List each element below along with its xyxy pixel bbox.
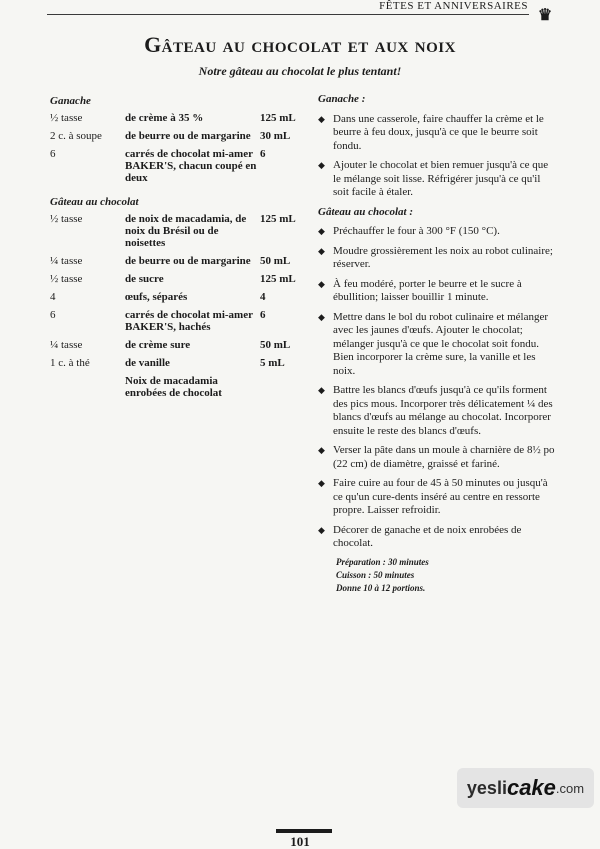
ingredient-quantity: ½ tasse bbox=[50, 213, 83, 225]
ingredient-metric: 30 mL bbox=[260, 130, 291, 142]
ingredient-row bbox=[50, 309, 300, 333]
ingredient-row bbox=[50, 213, 300, 249]
method-step bbox=[318, 159, 558, 200]
ingredient-name: de beurre ou de margarine bbox=[125, 130, 251, 142]
watermark-part-2: cake bbox=[506, 775, 556, 800]
cake-steps bbox=[318, 225, 558, 551]
ingredient-metric: 5 mL bbox=[260, 357, 285, 369]
ingredient-name: de vanille bbox=[125, 357, 170, 369]
ingredient-name: de noix de macadamia, de noix du Brésil ou de noisettes bbox=[125, 213, 247, 249]
step-text: Préchauffer le four à 300 °F (150 °C). bbox=[333, 225, 500, 237]
ingredient-row bbox=[50, 375, 300, 399]
ganache-ingredients-title: Ganache bbox=[50, 95, 91, 107]
ingredient-row bbox=[50, 339, 300, 351]
diamond-bullet-icon: ◆ bbox=[318, 160, 325, 170]
diamond-bullet-icon: ◆ bbox=[318, 226, 325, 236]
diamond-bullet-icon: ◆ bbox=[318, 113, 325, 124]
ingredient-metric: 125 mL bbox=[260, 273, 296, 285]
step-text: Battre les blancs d'œufs jusqu'à ce qu'ils forment des pics mous. Incorporer très délicatement ¼ des blancs d'œufs au mélange au chocolat. Incorporer ensuite le reste des blancs d'œufs. bbox=[333, 384, 553, 437]
ingredient-name: Noix de macadamia enrobées de chocolat bbox=[125, 375, 222, 399]
ingredient-row bbox=[50, 255, 300, 267]
method-step bbox=[318, 524, 558, 551]
ingredient-metric bbox=[260, 375, 300, 399]
method-step bbox=[318, 245, 558, 272]
method-step bbox=[318, 311, 558, 379]
ingredient-name: de crème sure bbox=[125, 339, 191, 351]
ingredient-name: de sucre bbox=[125, 273, 164, 285]
method-step bbox=[318, 477, 558, 518]
header-rule bbox=[47, 14, 529, 15]
step-text: Moudre grossièrement les noix au robot culinaire; réserver. bbox=[333, 244, 553, 270]
cake-ingredient-list bbox=[50, 213, 300, 411]
diamond-bullet-icon: ◆ bbox=[318, 245, 325, 256]
watermark-part-3: .com bbox=[555, 780, 585, 796]
watermark-part-1: yesli bbox=[466, 777, 507, 798]
page-subtitle: Notre gâteau au chocolat le plus tentant! bbox=[198, 64, 402, 78]
ingredient-quantity: ¼ tasse bbox=[50, 255, 83, 267]
method-step bbox=[318, 384, 558, 438]
ingredient-name: œufs, séparés bbox=[125, 291, 188, 303]
diamond-bullet-icon: ◆ bbox=[318, 524, 325, 535]
ingredient-quantity: 4 bbox=[50, 291, 56, 303]
ingredient-metric: 50 mL bbox=[260, 255, 291, 267]
diamond-bullet-icon: ◆ bbox=[318, 478, 325, 488]
method-step bbox=[318, 278, 558, 305]
cake-method-title: Gâteau au chocolat : bbox=[318, 205, 414, 218]
method-step bbox=[318, 225, 558, 239]
ingredient-quantity: ½ tasse bbox=[50, 273, 83, 285]
ganache-ingredient-list bbox=[50, 112, 300, 196]
ingredient-row bbox=[50, 112, 300, 124]
ingredient-name: de beurre ou de margarine bbox=[125, 255, 251, 267]
ingredient-metric: 125 mL bbox=[260, 112, 296, 124]
ingredient-quantity: 1 c. à thé bbox=[50, 357, 90, 369]
ingredient-row bbox=[50, 273, 300, 285]
method-step bbox=[318, 113, 558, 154]
ingredient-metric: 6 bbox=[260, 148, 266, 160]
ingredient-row bbox=[50, 357, 300, 369]
step-text: Dans une casserole, faire chauffer la crème et le beurre à feu doux, jusqu'à ce que le beurre soit fondu. bbox=[333, 112, 544, 152]
ingredient-quantity: ¼ tasse bbox=[50, 339, 83, 351]
ingredient-row bbox=[50, 148, 300, 184]
ingredient-metric: 6 bbox=[260, 309, 266, 321]
ingredient-row bbox=[50, 130, 300, 142]
site-watermark bbox=[457, 768, 594, 808]
ingredient-quantity: 6 bbox=[50, 148, 56, 160]
ingredient-quantity: 2 c. à soupe bbox=[50, 130, 102, 142]
ingredient-row bbox=[50, 291, 300, 303]
step-text: Verser la pâte dans un moule à charnière de 8½ po (22 cm) de diamètre, graissé et fariné. bbox=[333, 444, 555, 470]
prep-time: Préparation : 30 minutes bbox=[336, 556, 429, 567]
method-step bbox=[318, 444, 558, 471]
step-text: Décorer de ganache et de noix enrobées de chocolat. bbox=[333, 523, 522, 549]
yield: Donne 10 à 12 portions. bbox=[336, 582, 426, 593]
ganache-steps bbox=[318, 113, 558, 200]
ingredient-name: carrés de chocolat mi-amer BAKER'S, hachés bbox=[125, 309, 253, 333]
diamond-bullet-icon: ◆ bbox=[318, 385, 325, 395]
crest-icon: ♛ bbox=[537, 7, 553, 24]
diamond-bullet-icon: ◆ bbox=[318, 445, 325, 455]
ingredient-metric: 4 bbox=[260, 291, 266, 303]
section-header: FÊTES ET ANNIVERSAIRES bbox=[373, 0, 528, 12]
ganache-method-title: Ganache : bbox=[318, 93, 366, 105]
ingredient-metric: 50 mL bbox=[260, 339, 291, 351]
step-text: Ajouter le chocolat et bien remuer jusqu'à ce que le mélange soit lisse. Réfrigérer jusqu'à ce qu'il soit facile à étaler. bbox=[333, 159, 549, 198]
ingredient-name: de crème à 35 % bbox=[125, 112, 204, 124]
diamond-bullet-icon: ◆ bbox=[318, 311, 325, 322]
step-text: Faire cuire au four de 45 à 50 minutes ou jusqu'à ce qu'un cure-dents inséré au centre en ressorte propre. Laisser refroidir. bbox=[333, 477, 548, 516]
page-title: Gâteau au chocolat et aux noix bbox=[144, 32, 456, 57]
cake-ingredients-title: Gâteau au chocolat bbox=[50, 196, 139, 208]
ingredient-quantity bbox=[50, 375, 125, 399]
method-column bbox=[318, 93, 558, 594]
cook-time: Cuisson : 50 minutes bbox=[336, 569, 415, 580]
ingredients-column bbox=[50, 95, 300, 411]
ingredient-metric: 125 mL bbox=[260, 213, 296, 225]
step-text: À feu modéré, porter le beurre et le sucre à ébullition; laisser bouillir 1 minute. bbox=[333, 277, 522, 303]
footer-rule bbox=[276, 829, 332, 833]
page-number: 101 bbox=[290, 834, 310, 849]
step-text: Mettre dans le bol du robot culinaire et mélanger avec les jaunes d'œufs. Ajouter le chocolat; mélanger jusqu'à ce que le chocolat soit fondu. Bien incorporer la crème sure, la vanille et les noix. bbox=[333, 310, 549, 377]
ingredient-name: carrés de chocolat mi-amer BAKER'S, chacun coupé en deux bbox=[125, 148, 257, 184]
ingredient-quantity: ½ tasse bbox=[50, 112, 83, 124]
ingredient-quantity: 6 bbox=[50, 309, 56, 321]
diamond-bullet-icon: ◆ bbox=[318, 278, 325, 289]
